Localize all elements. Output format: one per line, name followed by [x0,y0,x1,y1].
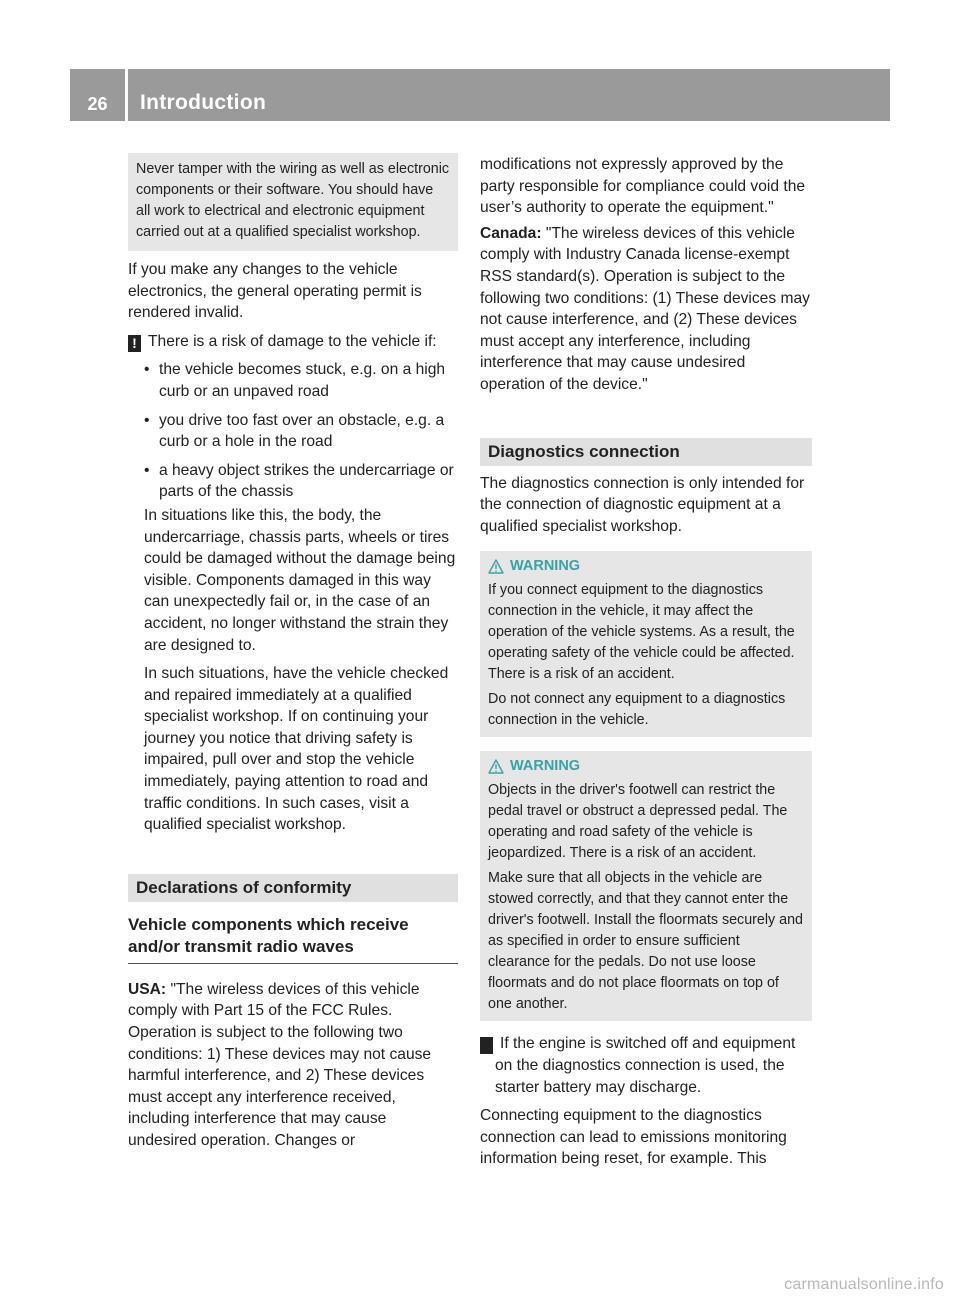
note-box-tamper [128,153,458,251]
para-modifications: If you make any changes to the vehicle electronics, the general operating permit is rendered invalid. [128,261,422,322]
warning-triangle-icon [488,759,504,774]
header-divider [125,69,128,121]
section-title: Introduction [140,91,267,114]
canada-text: "The wireless devices of this vehicle comply with Industry Canada license-exempt RSS standard(s). Operation is subject to the following two conditions: (1) These devices may not cause interference, and (2) These devices must accept any interference, including interference that may cause undesired operation of the device." [480,224,810,393]
left-column [128,153,458,1152]
warning-box-footwell [480,751,812,1021]
usa-text: "The wireless devices of this vehicle comply with Part 15 of the FCC Rules. Operation is subject to the following two conditions: 1) These devices may not cause harmful interference, and 2) These devices must accept any interference received, including interference that may cause undesired operation. Changes or [128,980,432,1149]
notice-damage [128,331,458,353]
right-column [476,154,812,1170]
warning-title [488,756,804,776]
warning-triangle-icon [488,559,504,574]
list-item-text: you drive too fast over an obstacle, e.g. a curb or a hole in the road [159,411,445,451]
warning-box-equipment [480,551,812,737]
warning-label: WARNING [510,558,581,575]
notice-para-damage: In situations like this, the body, the undercarriage, chassis parts, wheels or tires could be damaged without the damage being visible. Components damaged in this way can unexpectedly fail or, in the case of an accident, no longer withstand the strain they are designed to. [144,506,456,654]
para-diagnostics: The diagnostics connection is only intended for the connection of diagnostic equipment at a qualified specialist workshop. [480,474,805,535]
heading-declarations: Declarations of conformity [128,874,458,902]
warning-text: If you connect equipment to the diagnostics connection in the vehicle, it may affect the operation of the vehicle systems. As a result, the operating safety of the vehicle could be affected. There is a risk of an accident. [488,582,795,683]
list-item [128,460,458,503]
warning-text: Objects in the driver's footwell can restrict the pedal travel or obstruct a depressed pedal. The operating and road safety of the vehicle is jeopardized. There is a risk of an accident. [488,782,788,862]
exclamation-icon: ! [480,1037,493,1054]
note-tamper-text: Never tamper with the wiring as well as electronic components or their software. You should have all work to electrical and electronic equipment carried out at a qualified specialist workshop. [136,161,450,240]
notice-para-repair: In such situations, have the vehicle checked and repaired immediately at a qualified specialist workshop. If on continuing your journey you notice that driving safety is impaired, pull over and stop the vehicle immediately, paying attention to road and traffic conditions. In such cases, visit a qualified specialist workshop. [144,665,449,834]
para-canada [480,223,812,396]
notice-damage-lead: There is a risk of damage to the vehicle if: [148,332,437,350]
bullet-icon: • [144,411,150,429]
warning-label: WARNING [510,758,581,775]
canada-label: Canada: [480,224,542,242]
subheading-radio-components: Vehicle components which receive and/or transmit radio waves [128,914,458,964]
notice-battery [476,1033,812,1098]
damage-bullet-list [128,359,458,503]
warning-title [488,556,804,576]
exclamation-icon: ! [128,335,141,352]
para-usa [128,979,458,1152]
bullet-icon: • [144,461,150,479]
list-item-text: the vehicle becomes stuck, e.g. on a high curb or an unpaved road [159,361,446,400]
list-item-text: a heavy object strikes the undercarriage or parts of the chassis [159,461,454,501]
para-emissions: Connecting equipment to the diagnostics connection can lead to emissions monitoring information being reset, for example. This [480,1107,787,1168]
list-item [128,410,458,453]
warning-text: Do not connect any equipment to a diagnostics connection in the vehicle. [488,691,786,729]
heading-diagnostics: Diagnostics connection [480,438,812,466]
usa-label: USA: [128,980,167,998]
para-usa-continued: modifications not expressly approved by the party responsible for compliance could void the user’s authority to operate the equipment." [480,156,806,217]
bullet-icon: • [144,361,150,379]
watermark: carmanualsonline.info [784,1276,944,1293]
page-number: 26 [87,94,108,114]
list-item [128,359,458,402]
warning-text: Make sure that all objects in the vehicle are stowed correctly, and that they cannot enter the driver's footwell. Install the floormats securely and as specified in order to ensure sufficient clearance for the pedals. Do not use loose floormats and do not place floormats on top of one another. [488,870,804,1013]
notice-battery-text: If the engine is switched off and equipment on the diagnostics connection is used, the starter battery may discharge. [495,1035,796,1096]
